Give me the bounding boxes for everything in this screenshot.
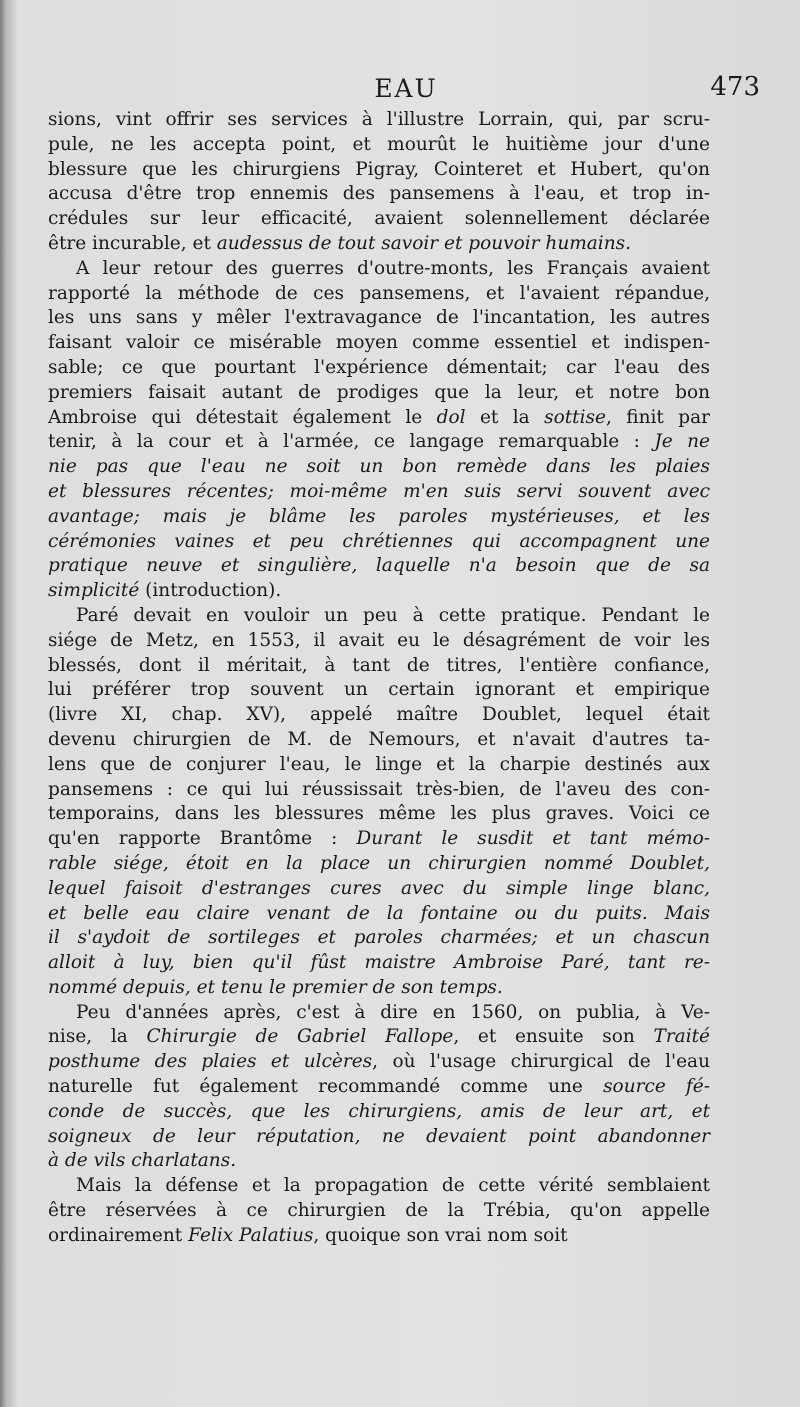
text-line — [48, 1199, 710, 1224]
text-line — [48, 802, 710, 827]
italic-text: posthume des plaies et ulcères — [48, 1051, 373, 1073]
text-line — [48, 629, 710, 654]
text-line — [48, 902, 710, 927]
text-run: blessés, dont il méritait, à tant de titres, l'entière confiance, — [48, 654, 710, 676]
text-line — [48, 1001, 710, 1026]
text-run: , finit par — [605, 406, 710, 428]
text-run: A leur retour des guerres d'outre-monts, les Français avaient — [76, 257, 710, 279]
text-run: Ambroise qui détestait également le — [48, 406, 437, 428]
text-run: , quoique son vrai nom soit — [313, 1224, 568, 1246]
text-line — [48, 877, 710, 902]
italic-text: simplicité — [48, 580, 140, 602]
text-run: temporains, dans les blessures même les plus graves. Voici ce — [48, 803, 710, 825]
italic-text: rable siége, étoit en la place un chirurgien nommé Doublet, — [48, 852, 710, 874]
text-line — [48, 1050, 710, 1075]
italic-text: et blessures récentes; moi-même m'en suis servi souvent avec — [48, 480, 710, 502]
text-line — [48, 1025, 710, 1050]
text-run: lui préférer trop souvent un certain ignorant et empirique — [48, 679, 710, 701]
text-line — [48, 158, 710, 183]
italic-text: conde de succès, que les chirurgiens, amis de leur art, et — [48, 1100, 710, 1122]
text-line — [48, 1075, 710, 1100]
text-run: accusa d'être trop ennemis des pansemens à l'eau, et trop in- — [48, 183, 710, 205]
paragraph — [48, 108, 710, 257]
text-line — [48, 430, 710, 455]
text-line — [48, 455, 710, 480]
text-run: les uns sans y mêler l'extravagance de l'incantation, les autres — [48, 307, 710, 329]
italic-text: Traité — [653, 1026, 710, 1048]
text-line — [48, 678, 710, 703]
paragraph — [48, 1174, 710, 1248]
text-line — [48, 703, 710, 728]
italic-text: à de vils charlatans. — [48, 1150, 237, 1172]
text-line — [48, 530, 710, 555]
page-header — [48, 70, 764, 110]
body-text — [48, 108, 710, 1249]
text-line — [48, 406, 710, 431]
text-line — [48, 976, 710, 1001]
page-number: 473 — [710, 72, 760, 102]
paragraph — [48, 1001, 710, 1175]
text-line — [48, 207, 710, 232]
text-run: siége de Metz, en 1553, il avait eu le désagrément de voir les — [48, 629, 710, 651]
text-run: qu'en rapporte Brantôme : — [48, 828, 357, 850]
text-run: , et ensuite son — [453, 1026, 654, 1048]
text-run: Mais la défense et la propagation de cette vérité semblaient — [76, 1175, 710, 1197]
italic-text: pratique neuve et singulière, laquelle n'a besoin que de sa — [48, 555, 710, 577]
running-title: EAU — [374, 74, 438, 103]
text-run: être incurable, et — [48, 232, 217, 254]
text-line — [48, 232, 710, 257]
text-line — [48, 926, 710, 951]
text-run: Peu d'années après, c'est à dire en 1560, on publia, à Ve- — [76, 1001, 710, 1023]
text-line — [48, 1149, 710, 1174]
italic-text: avantage; mais je blâme les paroles mystérieuses, et les — [48, 505, 710, 527]
italic-text: audessus de tout savoir et pouvoir humains. — [216, 232, 632, 254]
text-line — [48, 554, 710, 579]
text-run: crédules sur leur efficacité, avaient solennellement déclarée — [48, 208, 710, 230]
text-run: premiers faisait autant de prodiges que la leur, et notre bon — [48, 381, 710, 403]
text-line — [48, 654, 710, 679]
text-line — [48, 505, 710, 530]
text-run: pansemens : ce qui lui réussissait très-bien, de l'aveu des con- — [48, 778, 710, 800]
paragraph — [48, 604, 710, 1001]
text-line — [48, 852, 710, 877]
text-run: et la — [465, 406, 545, 428]
italic-text: il s'aydoit de sortileges et paroles charmées; et un chascun — [48, 927, 710, 949]
text-run: nise, la — [48, 1026, 147, 1048]
italic-text: Chirurgie de Gabriel Fallope — [146, 1026, 454, 1048]
italic-text: et belle eau claire venant de la fontaine ou du puits. Mais — [48, 902, 710, 924]
text-line — [48, 778, 710, 803]
italic-text: lequel faisoit d'estranges cures avec du simple linge blanc, — [48, 877, 710, 899]
text-line — [48, 579, 710, 604]
text-run: pule, ne les accepta point, et mourût le huitième jour d'une — [48, 133, 710, 155]
text-line — [48, 108, 710, 133]
text-run: faisant valoir ce misérable moyen comme essentiel et indispen- — [48, 332, 710, 354]
italic-text: sottise — [544, 406, 606, 428]
text-line — [48, 257, 710, 282]
text-run: ordinairement — [48, 1224, 189, 1246]
text-line — [48, 1125, 710, 1150]
italic-text: soigneux de leur réputation, ne devaient point abandonner — [48, 1125, 710, 1147]
text-line — [48, 1174, 710, 1199]
text-run: rapporté la méthode de ces pansemens, et l'avaient répandue, — [48, 282, 710, 304]
text-run: lens que de conjurer l'eau, le linge et la charpie destinés aux — [48, 753, 710, 775]
text-line — [48, 306, 710, 331]
italic-text: nommé depuis, et tenu le premier de son temps. — [48, 976, 503, 998]
italic-text: dol — [436, 406, 466, 428]
text-run: naturelle fut également recommandé comme une — [48, 1076, 604, 1098]
text-line — [48, 480, 710, 505]
text-run: (livre XI, chap. XV), appelé maître Doublet, lequel était — [48, 704, 710, 726]
text-line — [48, 1100, 710, 1125]
italic-text: cérémonies vaines et peu chrétiennes qui accompagnent une — [48, 530, 710, 552]
text-line — [48, 827, 710, 852]
text-run: sable; ce que pourtant l'expérience démentait; car l'eau des — [48, 356, 710, 378]
italic-text: Durant le susdit et tant mémo- — [356, 828, 710, 850]
text-line — [48, 381, 710, 406]
text-run: (introduction). — [139, 580, 282, 602]
text-line — [48, 282, 710, 307]
text-run: tenir, à la cour et à l'armée, ce langage remarquable : — [48, 431, 655, 453]
text-run: , où l'usage chirurgical de l'eau — [372, 1051, 710, 1073]
text-run: devenu chirurgien de M. de Nemours, et n'avait d'autres ta- — [48, 728, 710, 750]
paragraph — [48, 257, 710, 604]
text-line — [48, 753, 710, 778]
text-line — [48, 604, 710, 629]
text-line — [48, 951, 710, 976]
text-line — [48, 728, 710, 753]
italic-text: source fé- — [603, 1076, 710, 1098]
text-line — [48, 331, 710, 356]
text-run: blessure que les chirurgiens Pigray, Cointeret et Hubert, qu'on — [48, 158, 710, 180]
text-line — [48, 1224, 710, 1249]
text-line — [48, 182, 710, 207]
text-run: être réservées à ce chirurgien de la Trébia, qu'on appelle — [48, 1200, 710, 1222]
text-run: sions, vint offrir ses services à l'illustre Lorrain, qui, par scru- — [48, 109, 710, 130]
text-line — [48, 133, 710, 158]
italic-text: Je ne — [654, 431, 711, 453]
italic-text: nie pas que l'eau ne soit un bon remède dans les plaies — [48, 456, 710, 478]
italic-text: alloit à luy, bien qu'il fûst maistre Ambroise Paré, tant re- — [48, 952, 710, 974]
italic-text: Felix Palatius — [188, 1224, 314, 1246]
text-line — [48, 356, 710, 381]
text-run: Paré devait en vouloir un peu à cette pratique. Pendant le — [76, 604, 710, 626]
